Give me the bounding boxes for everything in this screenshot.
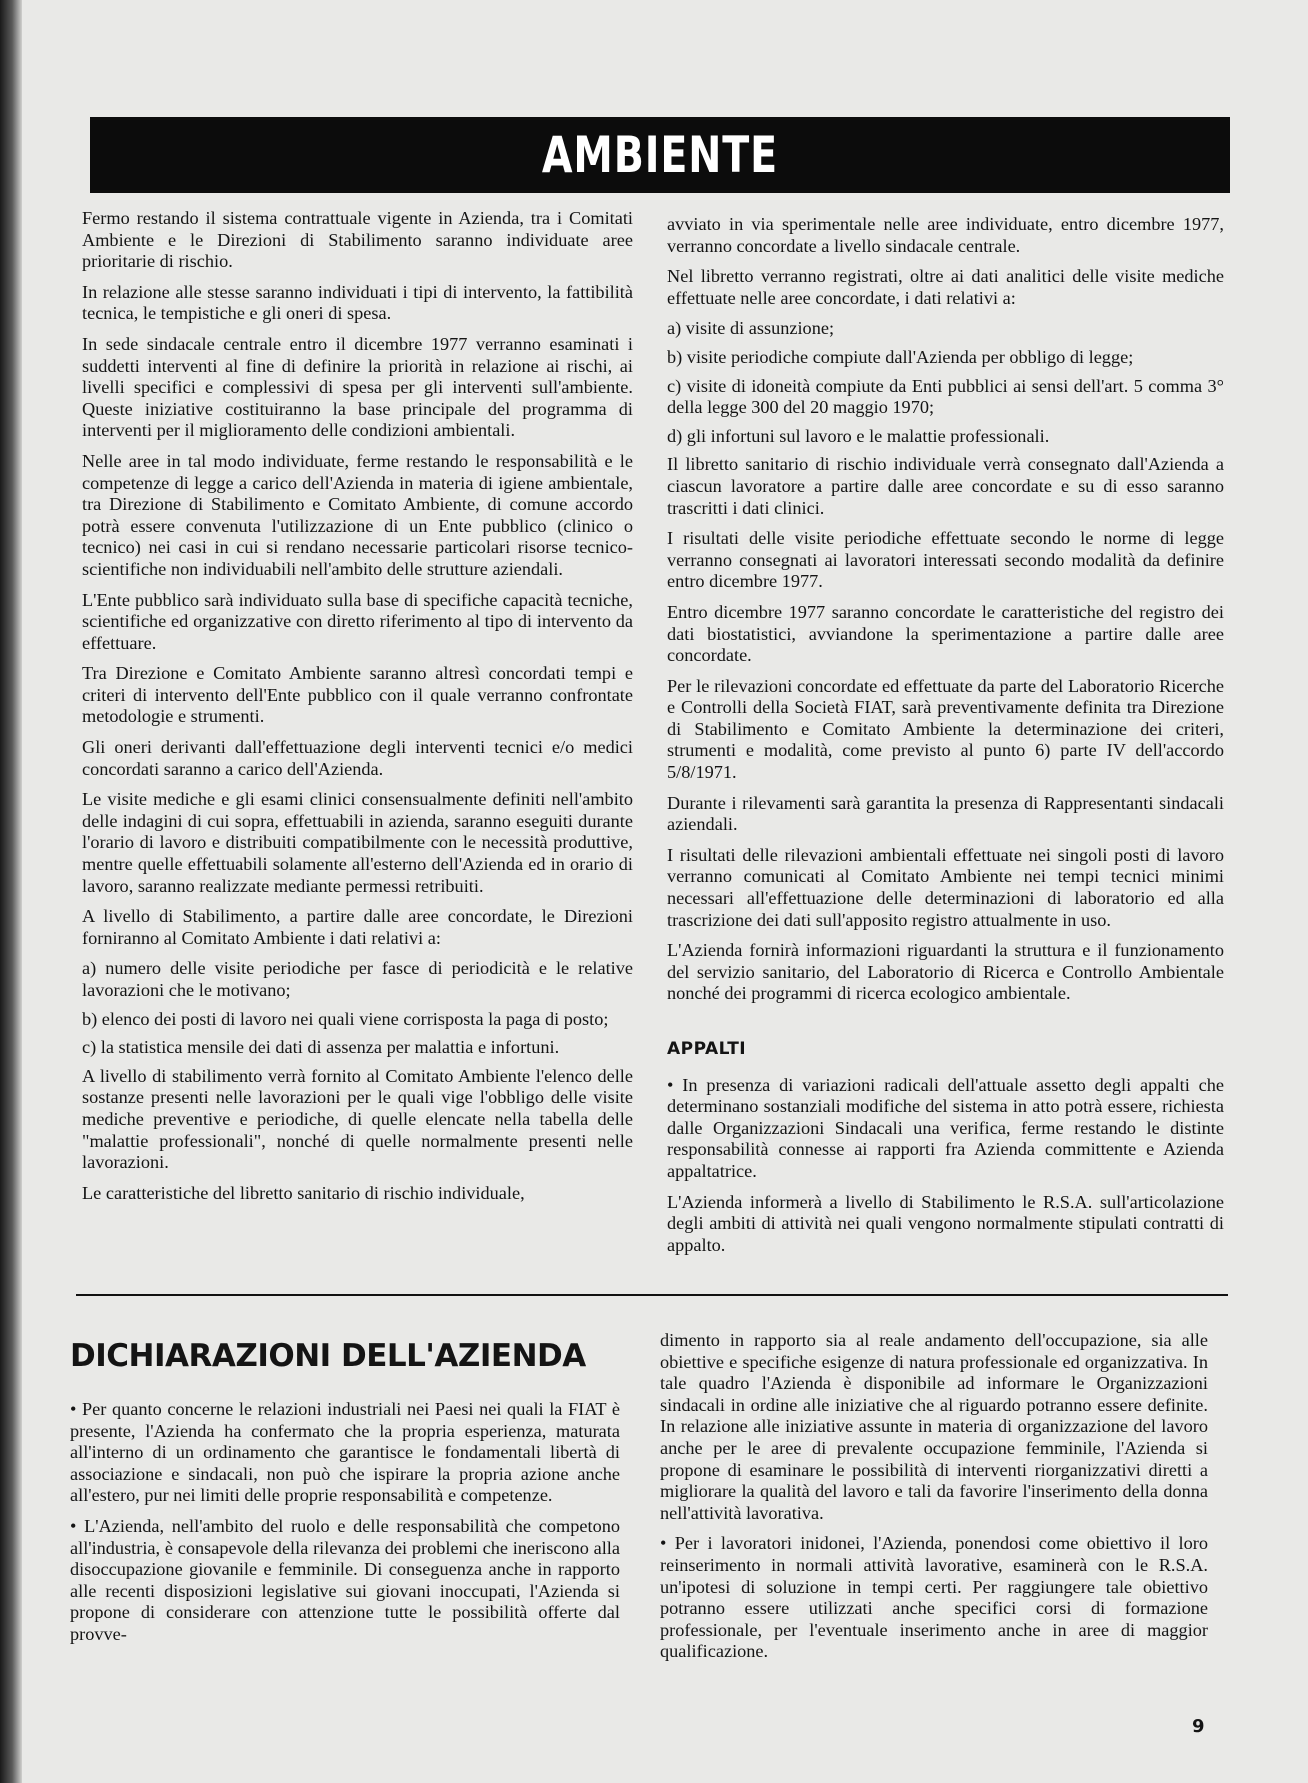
paragraph: • Per i lavoratori inidonei, l'Azienda, ponendosi come obiettivo il loro reinserimento in normali attività lavorative, esaminerà con le R.S.A. un'ipotesi di soluzione in tempi certi. Per raggiungere tale obiettivo potranno essere utilizzati anche specifici corsi di formazione professionale, per l'eventuale inserimento anche in aree di maggior qualificazione.: [660, 1533, 1208, 1662]
ambiente-left-column: [82, 208, 633, 1213]
section-title: AMBIENTE: [541, 126, 779, 184]
paragraph: In sede sindacale centrale entro il dicembre 1977 verranno esaminati i suddetti interventi al fine di definire la priorità in relazione ai rischi, ai livelli specifici e complessivi di spesa per gli interventi sull'ambiente. Queste iniziative costituiranno la base principale del programma di interventi per il miglioramento delle condizioni ambientali.: [82, 333, 633, 441]
list-item: d) gli infortuni sul lavoro e le malattie professionali.: [667, 425, 1050, 446]
paragraph: A livello di stabilimento verrà fornito al Comitato Ambiente l'elenco delle sostanze presenti nelle lavorazioni per le quali vige l'obbligo delle visite mediche preventive e periodiche, di quelle elencate nella tabella delle "malattie professionali", nonché di quelle normalmente presenti nelle lavorazioni.: [82, 1065, 633, 1173]
paragraph: • Per quanto concerne le relazioni industriali nei Paesi nei quali la FIAT è presente, l'Azienda ha confermato che la propria esperienza, maturata all'interno di un ordinamento che garantisce le fondamentali libertà di associazione e sindacali, non può che ispirare la propria azione anche all'estero, pur nei limiti delle proprie responsabilità e competenze.: [70, 1399, 620, 1506]
paragraph: Le caratteristiche del libretto sanitario di rischio individuale,: [82, 1182, 525, 1203]
dichiarazioni-right-column: [660, 1330, 1208, 1672]
list-item: c) visite di idoneità compiute da Enti pubblici ai sensi dell'art. 5 comma 3° della legge 300 del 20 maggio 1970;: [667, 375, 1224, 418]
list-item: b) visite periodiche compiute dall'Azienda per obbligo di legge;: [667, 346, 1134, 367]
paragraph: Le visite mediche e gli esami clinici consensualmente definiti nell'ambito delle indagini di cui sopra, effettuabili in azienda, saranno eseguiti durante l'orario di lavoro e distribuiti compatibilmente con le necessità produttive, mentre quelle effettuabili solamente all'esterno dell'Azienda ed in orario di lavoro, saranno realizzate mediante permessi retribuiti.: [82, 789, 633, 896]
dichiarazioni-left-column: [70, 1399, 620, 1655]
list-item: a) numero delle visite periodiche per fasce di periodicità e le relative lavorazioni che le motivano;: [82, 958, 633, 1000]
paragraph: Il libretto sanitario di rischio individuale verrà consegnato dall'Azienda a ciascun lavoratore a partire dalle aree concordate e su di esso saranno trascritti i dati clinici.: [667, 454, 1224, 518]
paragraph: I risultati delle rilevazioni ambientali effettuate nei singoli posti di lavoro verranno comunicati al Comitato Ambiente nei tempi tecnici minimi necessari all'effettuazione delle determinazioni di laboratorio ed alla trascrizione dei dati sull'apposito registro attualmente in uso.: [667, 844, 1224, 930]
list-item: a) visite di assunzione;: [667, 318, 835, 339]
paragraph: I risultati delle visite periodiche effettuate secondo le norme di legge verranno consegnati ai lavoratori interessati secondo modalità da definire entro dicembre 1977.: [667, 528, 1224, 592]
paragraph: • In presenza di variazioni radicali dell'attuale assetto degli appalti che determinano sostanziali modifiche del sistema in atto potrà essere, richiesta dalle Organizzazioni Sindacali una verifica, ferme restando le distinte responsabilità connesse ai rapporti fra Azienda committente e Azienda appaltatrice.: [667, 1074, 1224, 1181]
paragraph: dimento in rapporto sia al reale andamento dell'occupazione, sia alle obiettive e specifiche esigenze di natura professionale ed organizzativa. In tale quadro l'Azienda è disponibile ad informare le Organizzazioni sindacali in ordine alle iniziative che al riguardo potranno essere definite. In relazione alle iniziative assunte in materia di organizzazione del lavoro anche per le aree di prevalente occupazione femminile, l'Azienda si propone di esaminare le possibilità di interventi riorganizzativi diretti a migliorare la qualità del lavoro e tali da favorire l'inserimento della donna nell'attività lavorativa.: [660, 1330, 1208, 1523]
list-item: c) la statistica mensile dei dati di assenza per malattia e infortuni.: [82, 1037, 560, 1058]
section-header-bar: [90, 117, 1230, 193]
paragraph: Per le rilevazioni concordate ed effettuate da parte del Laboratorio Ricerche e Controlli della Società FIAT, sarà preventivamente definita tra Direzione di Stabilimento e Comitato Ambiente la determinazione dei criteri, strumenti e modalità, come previsto al punto 6) parte IV dell'accordo 5/8/1971.: [667, 675, 1224, 783]
section-divider: [76, 1294, 1228, 1296]
page-number: 9: [1192, 1716, 1205, 1737]
paragraph: Entro dicembre 1977 saranno concordate le caratteristiche del registro dei dati biostatistici, avviandone la sperimentazione a partire dalle aree concordate.: [667, 601, 1224, 666]
paragraph: Fermo restando il sistema contrattuale vigente in Azienda, tra i Comitati Ambiente e le Direzioni di Stabilimento saranno individuate aree prioritarie di rischio.: [82, 208, 633, 272]
dichiarazioni-title: DICHIARAZIONI DELL'AZIENDA: [70, 1338, 586, 1374]
paragraph: L'Azienda informerà a livello di Stabilimento le R.S.A. sull'articolazione degli ambiti di attività nei quali vengono normalmente stipulati contratti di appalto.: [667, 1191, 1224, 1255]
binding-shadow: [0, 0, 22, 1783]
paragraph: Gli oneri derivanti dall'effettuazione degli interventi tecnici e/o medici concordati saranno a carico dell'Azienda.: [82, 737, 633, 779]
paragraph: Nelle aree in tal modo individuate, ferme restando le responsabilità e le competenze di legge a carico dell'Azienda in materia di igiene ambientale, tra Direzione di Stabilimento e Comitato Ambiente, di comune accordo potrà essere convenuta l'utilizzazione di un Ente pubblico (clinico o tecnico) nei casi in cui si rendano necessarie particolari risorse tecnico-scientifiche non individuabili nell'ambito delle strutture aziendali.: [82, 450, 633, 579]
paragraph: L'Ente pubblico sarà individuato sulla base di specifiche capacità tecniche, scientifiche ed organizzative con diretto riferimento al tipo di intervento da effettuare.: [82, 589, 633, 653]
paragraph: avviato in via sperimentale nelle aree individuate, entro dicembre 1977, verranno concordate a livello sindacale centrale.: [667, 214, 1224, 256]
paragraph: Nel libretto verranno registrati, oltre ai dati analitici delle visite mediche effettuate nelle aree concordate, i dati relativi a:: [667, 266, 1224, 308]
appalti-heading: APPALTI: [667, 1039, 747, 1059]
paragraph: Tra Direzione e Comitato Ambiente saranno altresì concordati tempi e criteri di intervento dell'Ente pubblico con il quale verranno confrontate metodologie e strumenti.: [82, 663, 633, 727]
paragraph: Durante i rilevamenti sarà garantita la presenza di Rappresentanti sindacali aziendali.: [667, 792, 1224, 835]
paragraph: • L'Azienda, nell'ambito del ruolo e delle responsabilità che competono all'industria, è consapevole della rilevanza dei problemi che ineriscono alla disoccupazione giovanile e femminile. Di conseguenza anche in rapporto alle recenti disposizioni legislative sui giovani inoccupati, l'Azienda si propone di considerare con attenzione tutte le possibilità offerte dal provve-: [70, 1515, 620, 1644]
paragraph: L'Azienda fornirà informazioni riguardanti la struttura e il funzionamento del servizio sanitario, del Laboratorio di Ricerca e Controllo Ambientale nonché dei programmi di ricerca ecologico ambientale.: [667, 940, 1224, 1004]
list-item: b) elenco dei posti di lavoro nei quali viene corrisposta la paga di posto;: [82, 1008, 609, 1029]
paragraph: A livello di Stabilimento, a partire dalle aree concordate, le Direzioni forniranno al Comitato Ambiente i dati relativi a:: [82, 906, 633, 948]
paragraph: In relazione alle stesse saranno individuati i tipi di intervento, la fattibilità tecnica, le tempistiche e gli oneri di spesa.: [82, 281, 633, 324]
ambiente-right-column: [667, 214, 1224, 1265]
